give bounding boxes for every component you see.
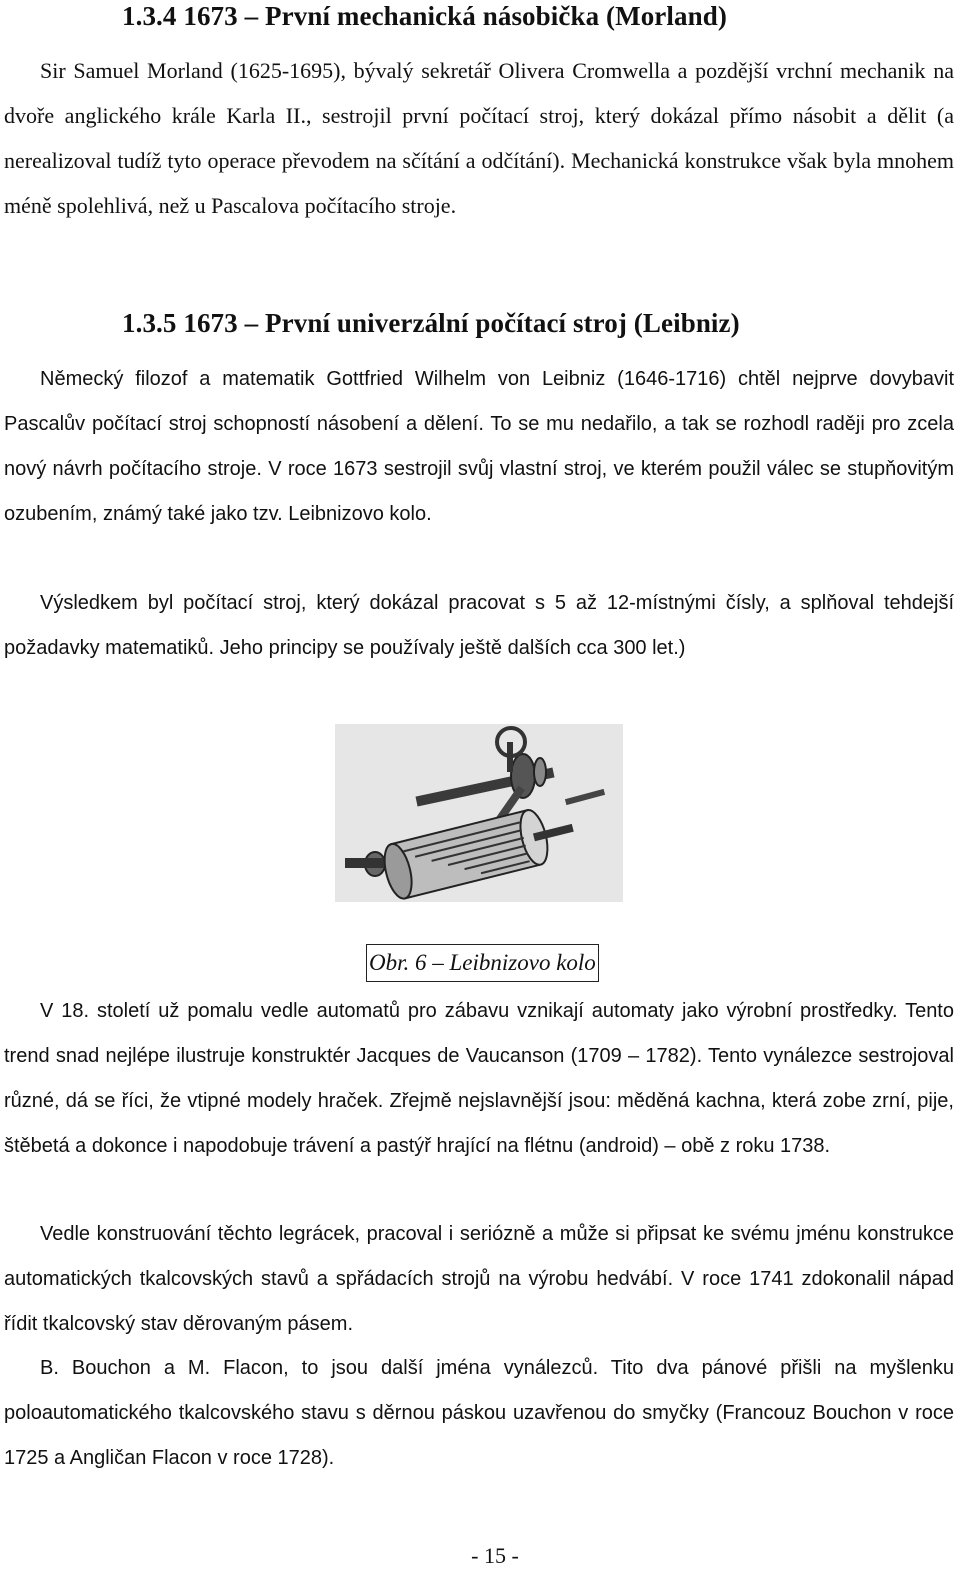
paragraph-morland: Sir Samuel Morland (1625-1695), bývalý sekretář Olivera Cromwella a pozdější vrchní mechanik na dvoře anglického krále Karla II., sestrojil první počítací stroj, který dokázal přímo násobit a dělit (a nerealizoval tudíž tyto operace převodem na sčítání a odčítání). Mechanická konstrukce však byla mnohem méně spolehlivá, než u Pascalova počítacího stroje. — [4, 58, 954, 218]
leibniz-wheel-image — [335, 724, 623, 902]
paragraph-vaucanson: V 18. století už pomalu vedle automatů pro zábavu vznikají automaty jako výrobní prostředky. Tento trend snad nejlépe ilustruje konstruktér Jacques de Vaucanson (1709 – 1782). Tento vynálezce sestrojoval různé, dá se říci, že vtipné modely hraček. Zřejmě nejslavnější jsou: měděná kachna, která zobe zrní, pije, štěbetá a dokonce i napodobuje trávení a pastýř hrající na flétnu (android) – obě z roku 1738. — [4, 1000, 954, 1157]
section-heading-morland: 1.3.4 1673 – První mechanická násobička (Morland) — [122, 1, 727, 31]
figure-caption: Obr. 6 – Leibnizovo kolo — [366, 944, 599, 982]
paragraph-leibniz-intro: Německý filozof a matematik Gottfried Wilhelm von Leibniz (1646-1716) chtěl nejprve dovybavit Pascalův počítací stroj schopností násobení a dělení. To se mu nedařilo, a tak se rozhodl raději pro zcela nový návrh počítacího stroje. V roce 1673 sestrojil svůj vlastní stroj, ve kterém použil válec se stupňovitým ozubením, známý také jako tzv. Leibnizovo kolo. — [4, 368, 954, 525]
section-heading-leibniz: 1.3.5 1673 – První univerzální počítací stroj (Leibniz) — [122, 308, 740, 338]
paragraph-leibniz-result: Výsledkem byl počítací stroj, který dokázal pracovat s 5 až 12-místnými čísly, a splňoval tehdejší požadavky matematiků. Jeho principy se používaly ještě dalších cca 300 let.) — [4, 592, 954, 659]
leibniz-wheel-drawing — [335, 724, 623, 902]
paragraph-vaucanson-loom: Vedle konstruování těchto legrácek, pracoval i seriózně a může si připsat ke svému jménu konstrukce automatických tkalcovských stavů a spřádacích strojů na výrobu hedvábí. V roce 1741 zdokonalil nápad řídit tkalcovský stav děrovaným pásem. — [4, 1223, 954, 1335]
paragraph-bouchon-flacon: B. Bouchon a M. Flacon, to jsou další jména vynálezců. Tito dva pánové přišli na myšlenku poloautomatického tkalcovského stavu s děrnou páskou uzavřenou do smyčky (Francouz Bouchon v roce 1725 a Angličan Flacon v roce 1728). — [4, 1357, 954, 1469]
page-number: - 15 - — [471, 1543, 519, 1568]
